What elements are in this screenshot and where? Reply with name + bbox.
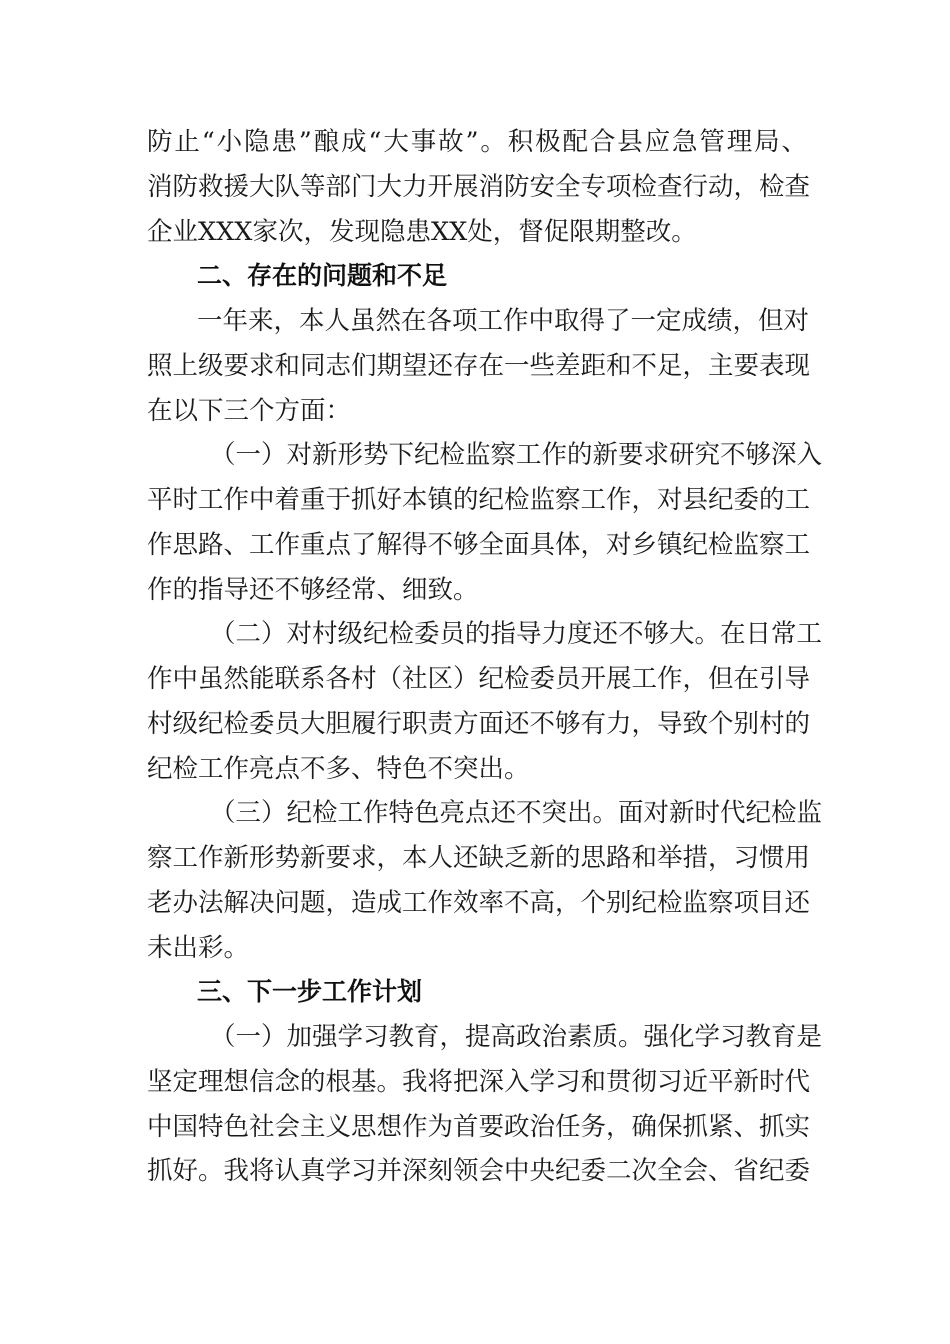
subheading-1: （一）对新形势下纪检监察工作的新要求研究不够深入 (210, 440, 823, 470)
paragraph-line: 村级纪检委员大胆履行职责方面还不够有力，导致个别村的 (147, 709, 811, 739)
paragraph-line: 防止“小隐患”酿成“大事故”。积极配合县应急管理局、 (147, 127, 807, 157)
subheading-2: （二）对村级纪检委员的指导力度还不够大。在日常工 (210, 619, 823, 649)
paragraph-line: 企业XXX家次，发现隐患XX处，督促限期整改。 (147, 217, 697, 247)
paragraph-line: 未出彩。 (147, 933, 250, 963)
paragraph-line: 照上级要求和同志们期望还存在一些差距和不足，主要表现 (147, 351, 811, 381)
paragraph-line: 平时工作中着重于抓好本镇的纪检监察工作，对县纪委的工 (147, 485, 811, 515)
paragraph-line: 察工作新形势新要求，本人还缺乏新的思路和举措，习惯用 (147, 843, 811, 873)
paragraph-line: 作思路、工作重点了解得不够全面具体，对乡镇纪检监察工 (147, 530, 811, 560)
paragraph-line: 消防救援大队等部门大力开展消防安全专项检查行动，检查 (147, 172, 811, 202)
paragraph-line: 一年来，本人虽然在各项工作中取得了一定成绩，但对 (197, 306, 810, 336)
paragraph-line: 在以下三个方面： (147, 396, 352, 426)
subheading-plan-1: （一）加强学习教育，提高政治素质。强化学习教育是 (210, 1022, 823, 1052)
paragraph-line: 作中虽然能联系各村（社区）纪检委员开展工作，但在引导 (147, 664, 811, 694)
paragraph-line: 中国特色社会主义思想作为首要政治任务，确保抓紧、抓实 (147, 1112, 811, 1142)
section-heading-2: 二、存在的问题和不足 (197, 261, 448, 290)
paragraph-line: 抓好。我将认真学习并深刻领会中央纪委二次全会、省纪委 (147, 1156, 811, 1186)
paragraph-line: 作的指导还不够经常、细致。 (147, 575, 479, 605)
paragraph-line: 纪检工作亮点不多、特色不突出。 (147, 754, 530, 784)
paragraph-line: 老办法解决问题，造成工作效率不高，个别纪检监察项目还 (147, 888, 811, 918)
paragraph-line: 坚定理想信念的根基。我将把深入学习和贯彻习近平新时代 (147, 1067, 811, 1097)
subheading-3: （三）纪检工作特色亮点还不突出。面对新时代纪检监 (210, 798, 823, 828)
section-heading-3: 三、下一步工作计划 (197, 977, 423, 1006)
